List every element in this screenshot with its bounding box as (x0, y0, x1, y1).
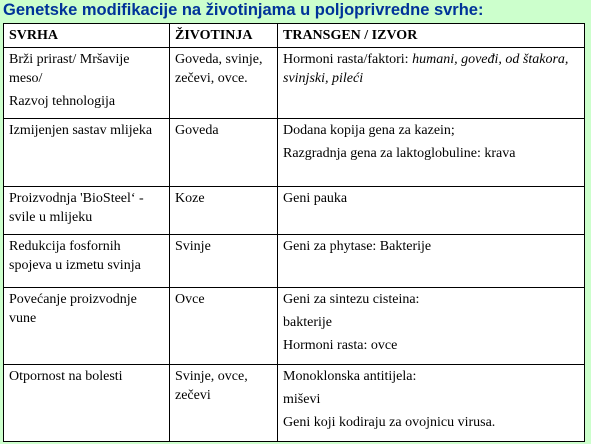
page-title: Genetske modifikacije na životinjama u poljoprivredne svrhe: (3, 1, 484, 19)
cell-zivotinja: Koze (170, 187, 278, 235)
cell-transgen: Monoklonska antitijela: miševi Geni koji kodiraju za ovojnicu virusa. (278, 364, 585, 441)
cell-zivotinja: Ovce (170, 287, 278, 364)
cell-svrha: Brži prirast/ Mršavije meso/ Razvoj tehnologija (4, 48, 170, 119)
cell-transgen: Geni za phytase: Bakterije (278, 234, 585, 287)
cell-zivotinja: Goveda (170, 119, 278, 187)
header-zivotinja: ŽIVOTINJA (170, 24, 278, 48)
cell-transgen: Dodana kopija gena za kazein; Razgradnja gena za laktoglobuline: krava (278, 119, 585, 187)
cell-svrha: Izmijenjen sastav mlijeka (4, 119, 170, 187)
table-row (4, 234, 585, 287)
cell-svrha: Otpornost na bolesti (4, 364, 170, 441)
cell-transgen: Geni za sintezu cisteina: bakterije Hormoni rasta: ovce (278, 287, 585, 364)
cell-svrha: Proizvodnja 'BioSteel‘ - svile u mlijeku (4, 187, 170, 235)
table-header-row (4, 24, 585, 48)
table-row (4, 119, 585, 187)
header-svrha: SVRHA (4, 24, 170, 48)
cell-svrha: Povećanje proizvodnje vune (4, 287, 170, 364)
table-row (4, 287, 585, 364)
header-transgen: TRANSGEN / IZVOR (278, 24, 585, 48)
cell-transgen: Geni pauka (278, 187, 585, 235)
cell-transgen: Hormoni rasta/faktori: humani, goveđi, od štakora, svinjski, pileći (278, 48, 585, 119)
gm-animals-table (3, 23, 585, 442)
cell-zivotinja: Goveda, svinje, zečevi, ovce. (170, 48, 278, 119)
table-row (4, 187, 585, 235)
cell-zivotinja: Svinje, ovce, zečevi (170, 364, 278, 441)
table-row (4, 48, 585, 119)
table-row (4, 364, 585, 441)
cell-zivotinja: Svinje (170, 234, 278, 287)
cell-svrha: Redukcija fosfornih spojeva u izmetu svinja (4, 234, 170, 287)
